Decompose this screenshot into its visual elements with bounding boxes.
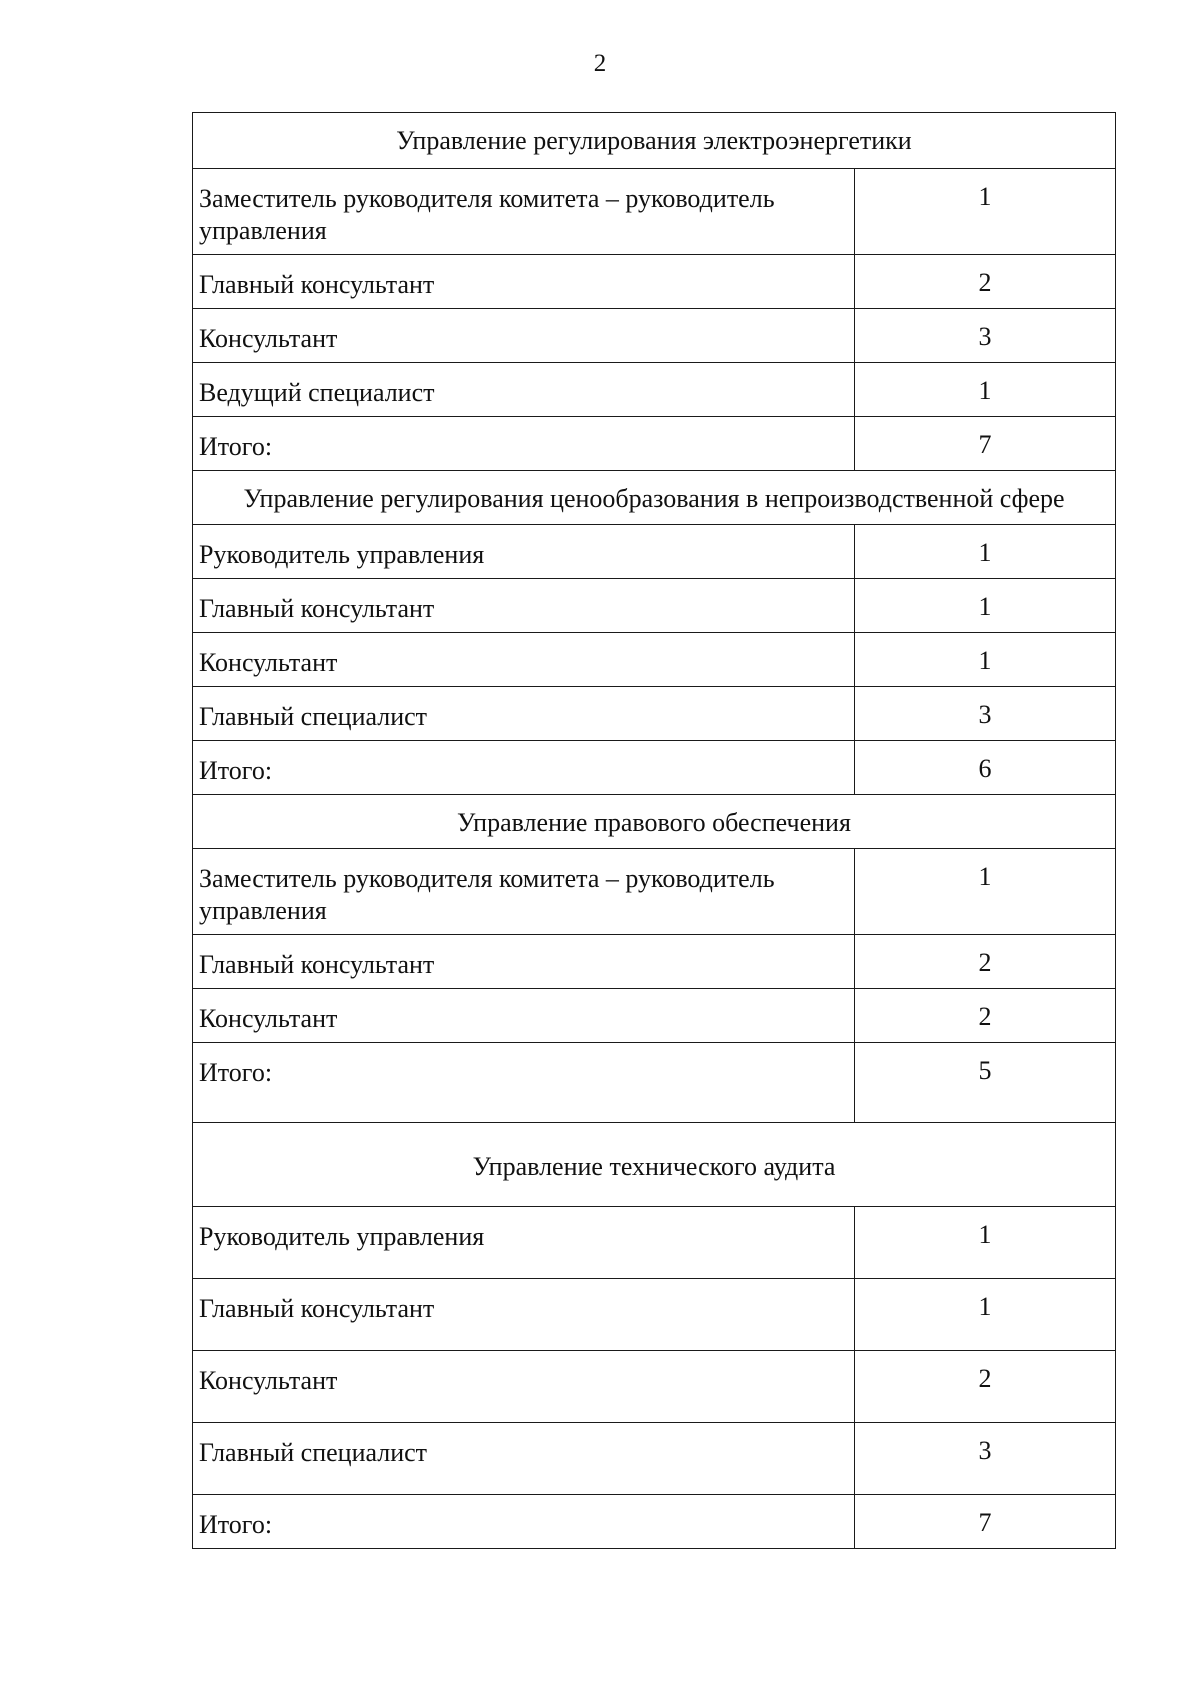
section-title: Управление регулирования электроэнергетики — [193, 113, 1116, 169]
table-row — [193, 1279, 1116, 1351]
table-row — [193, 579, 1116, 633]
table-row — [193, 989, 1116, 1043]
total-count-cell: 7 — [855, 417, 1116, 471]
staffing-table — [192, 112, 1116, 1549]
total-label-cell: Итого: — [193, 1043, 855, 1123]
total-count-cell: 5 — [855, 1043, 1116, 1123]
position-cell: Главный специалист — [193, 1423, 855, 1495]
table-row — [193, 1351, 1116, 1423]
count-cell: 1 — [855, 525, 1116, 579]
position-cell: Консультант — [193, 989, 855, 1043]
position-cell: Консультант — [193, 309, 855, 363]
count-cell: 3 — [855, 1423, 1116, 1495]
position-cell: Ведущий специалист — [193, 363, 855, 417]
position-cell: Главный консультант — [193, 1279, 855, 1351]
position-cell: Заместитель руководителя комитета – руководитель управления — [193, 169, 855, 255]
count-cell: 2 — [855, 989, 1116, 1043]
position-cell: Заместитель руководителя комитета – руководитель управления — [193, 849, 855, 935]
position-cell: Главный консультант — [193, 579, 855, 633]
table-row — [193, 687, 1116, 741]
total-count-cell: 6 — [855, 741, 1116, 795]
table-row — [193, 935, 1116, 989]
table-row — [193, 363, 1116, 417]
count-cell: 3 — [855, 309, 1116, 363]
position-cell: Консультант — [193, 1351, 855, 1423]
count-cell: 2 — [855, 1351, 1116, 1423]
total-row — [193, 1043, 1116, 1123]
table-row — [193, 169, 1116, 255]
count-cell: 3 — [855, 687, 1116, 741]
position-cell: Главный консультант — [193, 935, 855, 989]
section-header-row — [193, 1123, 1116, 1207]
count-cell: 2 — [855, 255, 1116, 309]
count-cell: 1 — [855, 1279, 1116, 1351]
position-cell: Руководитель управления — [193, 525, 855, 579]
position-cell: Главный специалист — [193, 687, 855, 741]
count-cell: 1 — [855, 1207, 1116, 1279]
table-row — [193, 525, 1116, 579]
section-title: Управление правового обеспечения — [193, 795, 1116, 849]
page-number: 2 — [593, 50, 607, 77]
count-cell: 1 — [855, 849, 1116, 935]
total-label-cell: Итого: — [193, 417, 855, 471]
table-row — [193, 1423, 1116, 1495]
total-row — [193, 741, 1116, 795]
total-label-cell: Итого: — [193, 1495, 855, 1549]
count-cell: 1 — [855, 579, 1116, 633]
position-cell: Руководитель управления — [193, 1207, 855, 1279]
section-header-row — [193, 113, 1116, 169]
table-row — [193, 849, 1116, 935]
section-header-row — [193, 795, 1116, 849]
table-row — [193, 255, 1116, 309]
table-row — [193, 309, 1116, 363]
position-cell: Главный консультант — [193, 255, 855, 309]
count-cell: 1 — [855, 363, 1116, 417]
count-cell: 2 — [855, 935, 1116, 989]
position-cell: Консультант — [193, 633, 855, 687]
table-row — [193, 1207, 1116, 1279]
count-cell: 1 — [855, 633, 1116, 687]
total-row — [193, 417, 1116, 471]
section-title: Управление технического аудита — [193, 1123, 1116, 1207]
section-title: Управление регулирования ценообразования в непроизводственной сфере — [193, 471, 1116, 525]
section-header-row — [193, 471, 1116, 525]
total-count-cell: 7 — [855, 1495, 1116, 1549]
total-row — [193, 1495, 1116, 1549]
total-label-cell: Итого: — [193, 741, 855, 795]
table-row — [193, 633, 1116, 687]
count-cell: 1 — [855, 169, 1116, 255]
